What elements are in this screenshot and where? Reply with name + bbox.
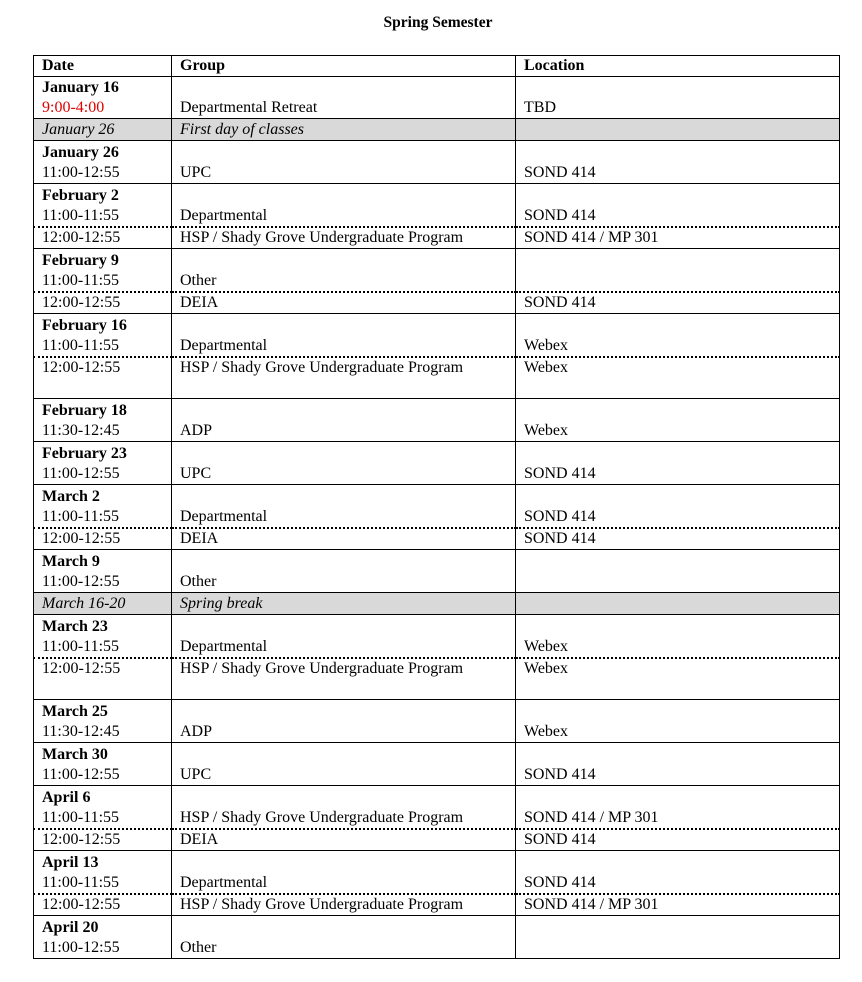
date: February 23 [42,445,127,462]
date-cell [34,550,172,593]
table-row [34,292,840,314]
time: 11:00-11:55 [42,336,120,354]
date: March 23 [42,617,108,635]
table-row [34,829,840,851]
time: 12:00-12:55 [42,831,121,848]
location-cell: SOND 414 [516,442,840,485]
time: 11:00-11:55 [42,873,120,891]
header-location: Location [516,56,840,77]
group-cell: Departmental [172,615,516,658]
date: March 2 [42,487,100,505]
date: February 18 [42,402,127,419]
date-cell [34,700,172,743]
table-row [34,916,840,959]
location-cell: TBD [516,77,840,119]
date-cell [34,743,172,786]
location-cell: SOND 414 [516,829,840,851]
group-cell: Departmental [172,851,516,894]
table-row [34,249,840,292]
group-cell: First day of classes [172,119,516,141]
group-cell: HSP / Shady Grove Undergraduate Program [172,658,516,700]
date-cell [34,227,172,249]
group-cell: DEIA [172,829,516,851]
table-row [34,119,840,141]
group-cell: DEIA [172,528,516,550]
table-row [34,485,840,528]
time: 12:00-12:55 [42,229,121,246]
time: 11:00-11:55 [42,271,120,289]
time: 12:00-12:55 [42,896,121,913]
group-cell: HSP / Shady Grove Undergraduate Program [172,227,516,249]
date-cell [34,829,172,851]
time: 11:30-12:45 [42,723,120,740]
date-cell [34,786,172,829]
time: 11:00-12:55 [42,939,120,956]
time: 9:00-4:00 [42,99,105,116]
date: April 20 [42,919,99,936]
group-cell: DEIA [172,292,516,314]
group-cell: Departmental [172,485,516,528]
table-row [34,658,840,700]
table-row [34,743,840,786]
time: 12:00-12:55 [42,659,121,677]
group-cell: UPC [172,141,516,184]
group-cell: Departmental [172,184,516,227]
time: 12:00-12:55 [42,530,121,547]
group-cell: Other [172,550,516,593]
group-cell: HSP / Shady Grove Undergraduate Program [172,894,516,916]
location-cell: SOND 414 [516,292,840,314]
location-cell: SOND 414 [516,141,840,184]
date: April 13 [42,853,99,871]
location-cell [516,550,840,593]
table-row [34,786,840,829]
time: 11:00-12:55 [42,465,120,482]
table-row [34,442,840,485]
date-cell [34,141,172,184]
date: March 9 [42,553,100,570]
time: 11:00-11:55 [42,637,120,655]
schedule-table [33,55,840,959]
group-cell: Departmental [172,314,516,357]
date-cell [34,249,172,292]
location-cell: SOND 414 [516,184,840,227]
time: 11:00-11:55 [42,206,120,224]
header-date: Date [34,56,172,77]
location-cell: SOND 414 / MP 301 [516,894,840,916]
location-cell: Webex [516,700,840,743]
location-cell: SOND 414 [516,485,840,528]
location-cell: SOND 414 [516,528,840,550]
location-cell [516,249,840,292]
group-cell: Other [172,916,516,959]
location-cell [516,593,840,615]
table-row [34,894,840,916]
date-cell [34,314,172,357]
group-cell: UPC [172,442,516,485]
date-cell [34,528,172,550]
date-cell: January 26 [34,119,172,141]
group-cell: HSP / Shady Grove Undergraduate Program [172,357,516,399]
table-row [34,227,840,249]
group-cell: ADP [172,399,516,442]
time: 11:30-12:45 [42,422,120,439]
location-cell: Webex [516,615,840,658]
table-row [34,528,840,550]
group-cell: Spring break [172,593,516,615]
date-cell [34,292,172,314]
time: 11:00-12:55 [42,766,120,783]
date-cell [34,184,172,227]
date-cell [34,399,172,442]
location-cell: Webex [516,399,840,442]
date-cell [34,357,172,399]
table-row [34,615,840,658]
group-cell: HSP / Shady Grove Undergraduate Program [172,786,516,829]
table-row [34,851,840,894]
table-row [34,399,840,442]
table-row [34,184,840,227]
time: 11:00-11:55 [42,507,120,525]
table-row [34,700,840,743]
time: 11:00-11:55 [42,808,120,826]
group-cell: Other [172,249,516,292]
location-cell [516,916,840,959]
location-cell [516,119,840,141]
location-cell: SOND 414 [516,743,840,786]
date: January 26 [42,144,119,161]
date-cell [34,615,172,658]
location-cell: SOND 414 [516,851,840,894]
group-cell: Departmental Retreat [172,77,516,119]
date-cell [34,658,172,700]
table-row [34,314,840,357]
header-group: Group [172,56,516,77]
date-cell [34,894,172,916]
time: 11:00-12:55 [42,573,120,590]
time: 12:00-12:55 [42,358,121,376]
date: January 16 [42,79,119,96]
group-cell: ADP [172,700,516,743]
date-cell [34,916,172,959]
page-title: Spring Semester [383,14,493,31]
date-cell [34,485,172,528]
date: March 30 [42,746,108,763]
time: 11:00-12:55 [42,164,120,181]
time: 12:00-12:55 [42,294,121,311]
date: March 25 [42,703,108,720]
date-cell [34,442,172,485]
location-cell: SOND 414 / MP 301 [516,786,840,829]
table-row [34,593,840,615]
date-cell [34,851,172,894]
date-cell: March 16-20 [34,593,172,615]
table-row [34,550,840,593]
location-cell: Webex [516,314,840,357]
location-cell: Webex [516,658,840,700]
table-row [34,141,840,184]
location-cell: SOND 414 / MP 301 [516,227,840,249]
table-row [34,357,840,399]
date: April 6 [42,788,91,806]
date: February 16 [42,316,127,334]
date: February 9 [42,251,119,269]
group-cell: UPC [172,743,516,786]
location-cell: Webex [516,357,840,399]
table-row [34,77,840,119]
header-row [34,56,840,77]
date: February 2 [42,186,119,204]
date-cell [34,77,172,119]
